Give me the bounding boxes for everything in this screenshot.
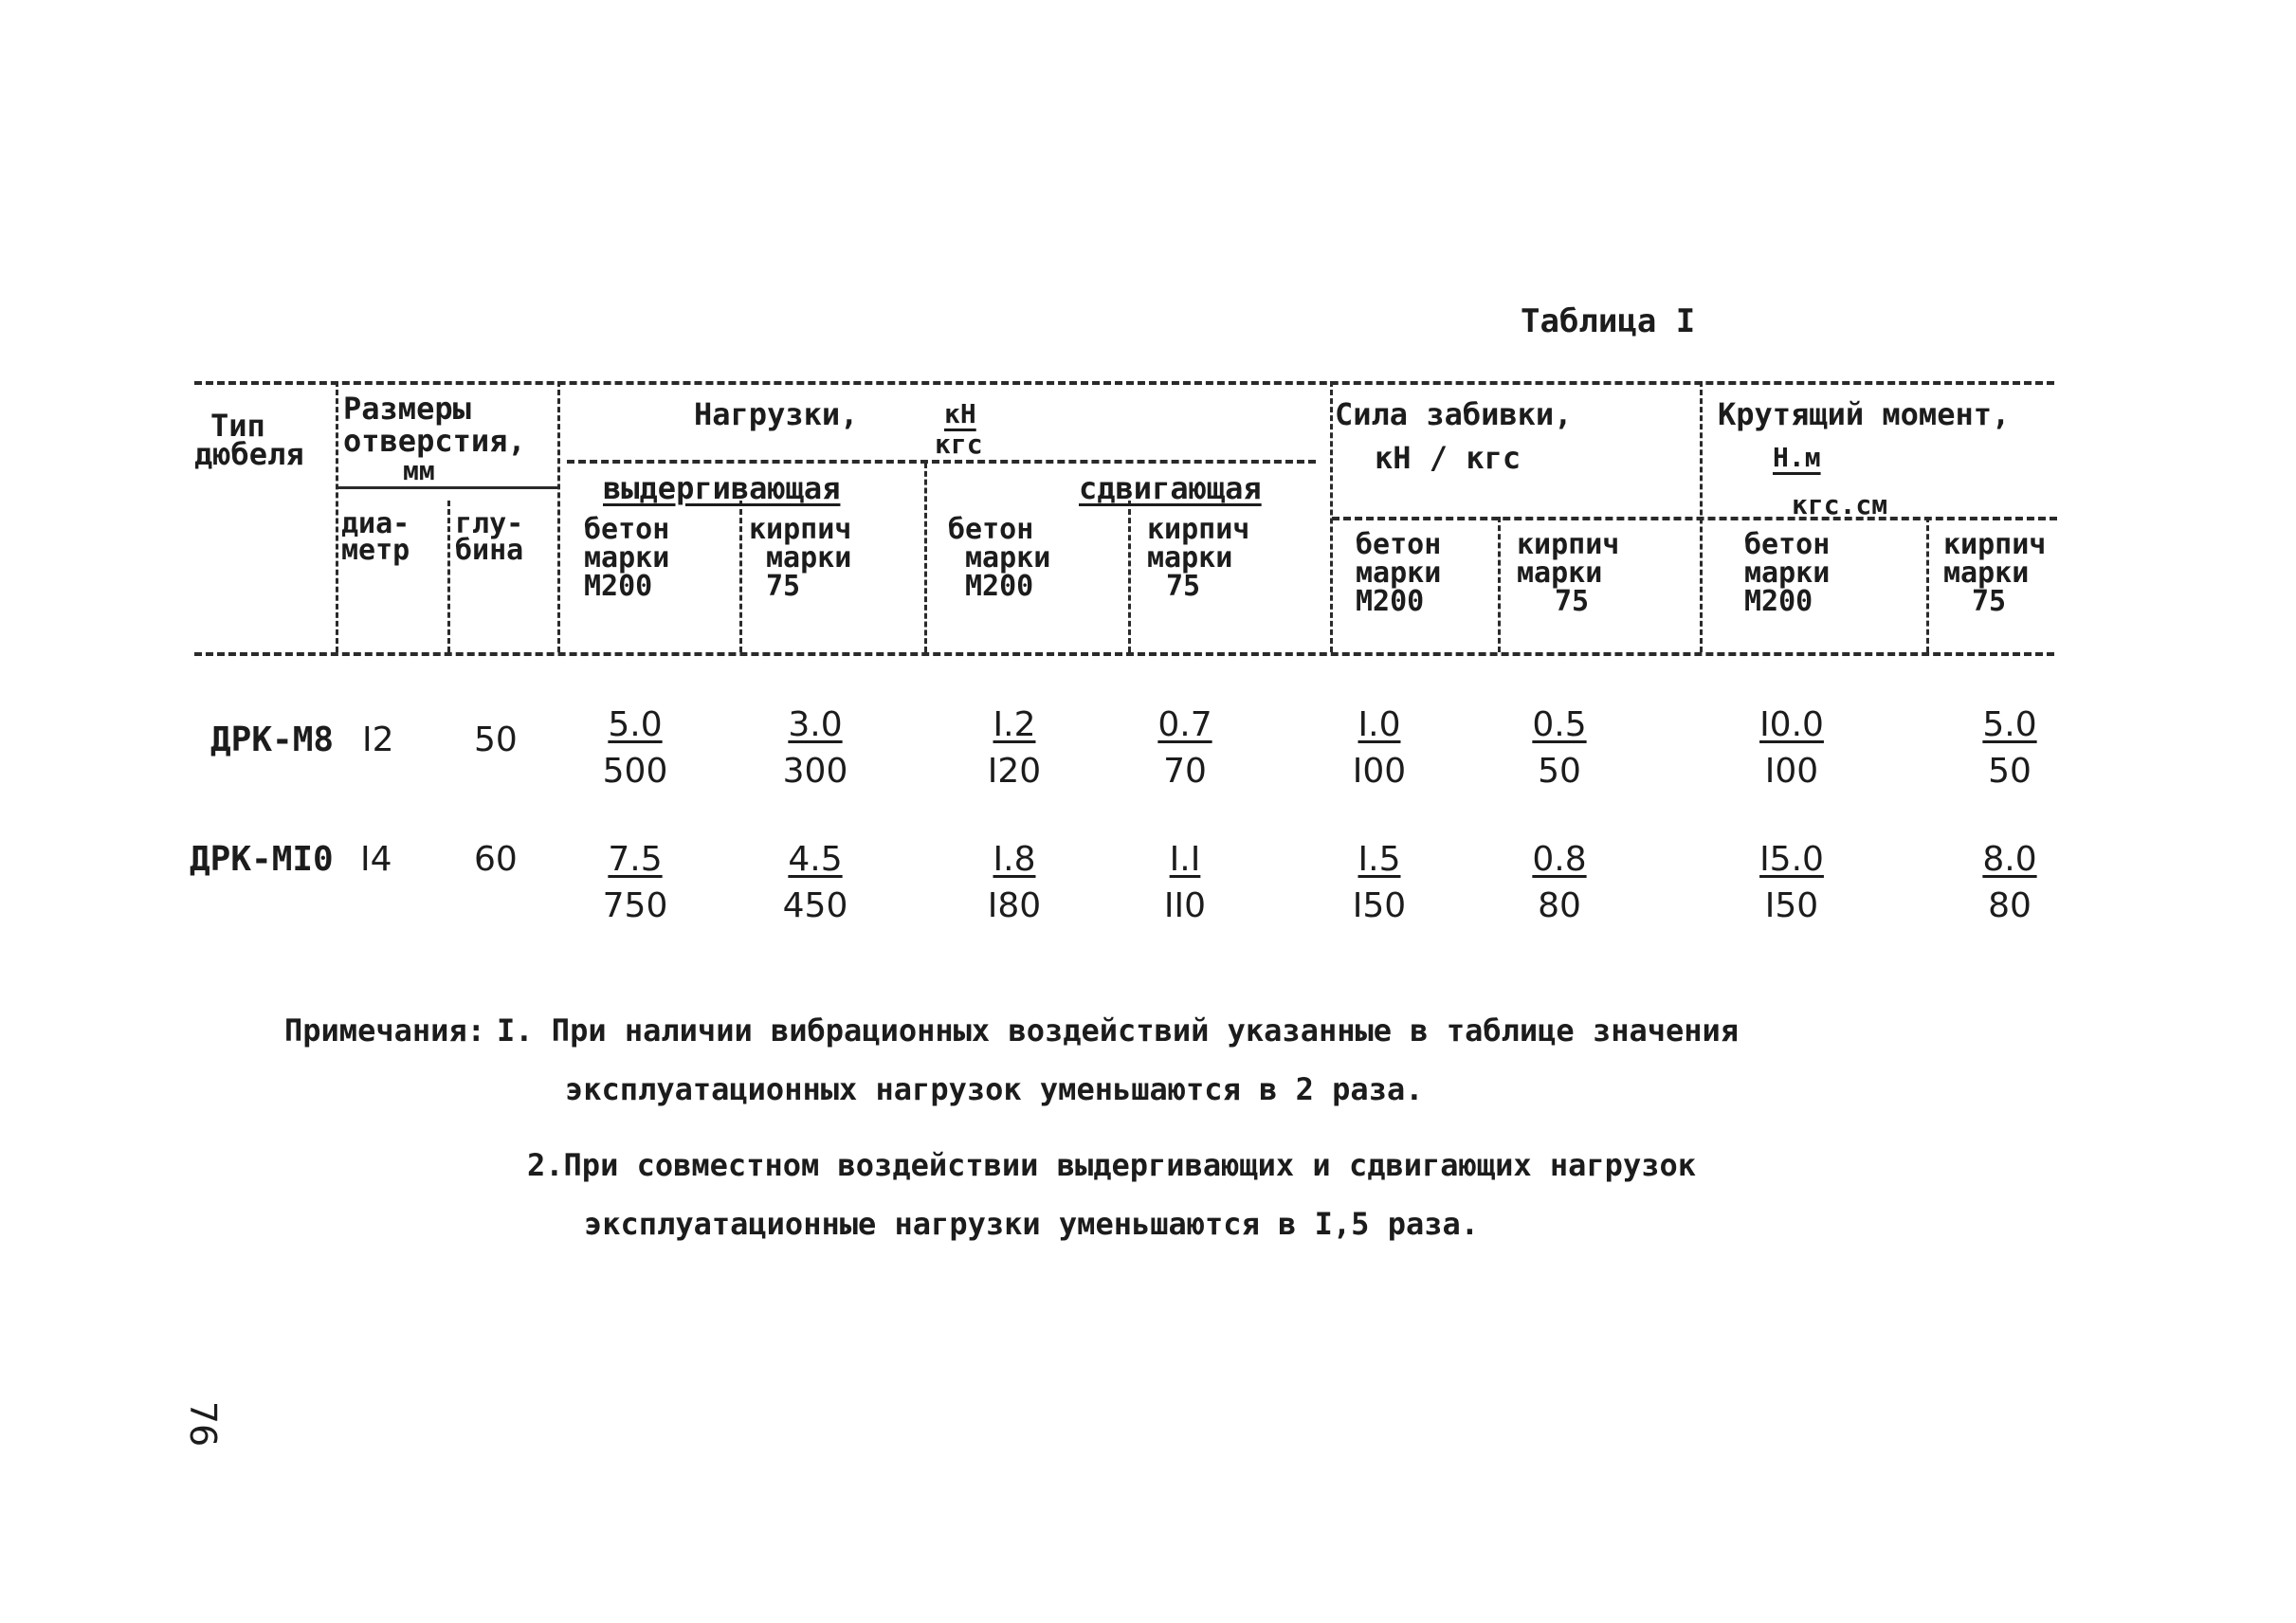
header-torque-unit-top: Н.м (1773, 442, 1821, 473)
col-divider-pullout (739, 501, 742, 652)
row1-drive-concrete (1303, 705, 1455, 791)
row2-drive-concrete-top: I.5 (1358, 840, 1401, 879)
row2-pullout-brick-top: 4.5 (788, 840, 843, 879)
header-hole-line1: Размеры (343, 391, 471, 427)
row2-shear-brick-top: I.I (1169, 840, 1201, 879)
torque-concrete-line2: марки (1744, 556, 1831, 590)
header-torque-unit-bottom: кгс.см (1792, 489, 1888, 520)
drive-brick-line1: кирпич (1517, 528, 1620, 561)
row2-diameter: I4 (360, 840, 392, 879)
torque-concrete-line1: бетон (1744, 528, 1831, 561)
row2-torque-concrete-bottom: I50 (1764, 886, 1819, 925)
row2-shear-brick (1109, 840, 1261, 925)
row1-shear-brick-top: 0.7 (1157, 705, 1212, 744)
row1-drive-brick-bottom: 50 (1538, 752, 1581, 791)
table-top-rule (194, 381, 2054, 385)
col-divider-5 (1700, 381, 1703, 652)
table-header-bottom-rule (194, 652, 2054, 656)
row1-pullout-concrete (559, 705, 711, 791)
col-divider-2 (557, 381, 560, 652)
header-diameter-line1: диа- (341, 507, 410, 540)
row2-torque-brick (1934, 840, 2086, 925)
torque-brick-line1: кирпич (1943, 528, 2047, 561)
row1-drive-brick (1484, 705, 1635, 791)
row1-shear-concrete-top: I.2 (993, 705, 1036, 744)
row2-drive-concrete-bottom: I50 (1352, 886, 1407, 925)
torque-brick-line3: 75 (1972, 585, 2007, 618)
col-divider-shear (1128, 501, 1131, 652)
row1-drive-concrete-bottom: I00 (1352, 752, 1407, 791)
header-drive: Сила забивки, (1335, 396, 1573, 432)
row2-shear-brick-bottom: II0 (1163, 886, 1207, 925)
row1-drive-concrete-top: I.0 (1358, 705, 1401, 744)
shear-concrete-line1: бетон (948, 513, 1034, 546)
pullout-concrete-line2: марки (584, 541, 670, 574)
pullout-brick-line1: кирпич (749, 513, 852, 546)
row1-diameter: I2 (362, 720, 394, 759)
header-torque: Крутящий момент, (1718, 396, 2011, 432)
drive-concrete-line3: М200 (1356, 585, 1425, 618)
shear-concrete-line2: марки (965, 541, 1051, 574)
row2-drive-concrete (1303, 840, 1455, 925)
row1-torque-brick (1934, 705, 2086, 791)
row2-drive-brick (1484, 840, 1635, 925)
hole-subheader-rule (337, 486, 559, 489)
row2-shear-concrete-top: I.8 (993, 840, 1036, 879)
row1-shear-concrete-bottom: I20 (987, 752, 1042, 791)
row1-torque-concrete (1716, 705, 1868, 791)
header-loads: Нагрузки, (694, 396, 859, 432)
row1-torque-concrete-top: I0.0 (1759, 705, 1824, 744)
row2-pullout-concrete (559, 840, 711, 925)
row2-pullout-brick-bottom: 450 (782, 886, 848, 925)
row1-torque-brick-bottom: 50 (1988, 752, 2032, 791)
row1-torque-concrete-bottom: I00 (1764, 752, 1819, 791)
torque-concrete-line3: М200 (1744, 585, 1813, 618)
row1-type: ДРК-М8 (210, 720, 335, 759)
notes-label: Примечания: (284, 1012, 485, 1049)
pullout-brick-line2: марки (766, 541, 852, 574)
page-number: 76 (182, 1400, 225, 1448)
row2-pullout-concrete-bottom: 750 (602, 886, 668, 925)
row1-torque-brick-top: 5.0 (1982, 705, 2037, 744)
pullout-concrete-line1: бетон (584, 513, 670, 546)
row2-drive-brick-bottom: 80 (1538, 886, 1581, 925)
header-depth-line2: бина (455, 534, 524, 567)
note1-line2: эксплуатационных нагрузок уменьшаются в 2 раза. (565, 1071, 1424, 1107)
row2-torque-concrete (1716, 840, 1868, 925)
row1-shear-brick-bottom: 70 (1163, 752, 1207, 791)
row2-shear-concrete-bottom: I80 (987, 886, 1042, 925)
note1-line1: I. При наличии вибрационных воздействий указанные в таблице значения (497, 1012, 1740, 1049)
row1-shear-brick (1109, 705, 1261, 791)
shear-concrete-line3: М200 (965, 570, 1034, 603)
drive-torque-subheader-rule (1332, 517, 2057, 520)
header-diameter-line2: метр (341, 534, 410, 567)
row2-torque-brick-top: 8.0 (1982, 840, 2037, 879)
header-drive-unit: кН / кгс (1375, 440, 1522, 476)
drive-concrete-line2: марки (1356, 556, 1442, 590)
row1-pullout-brick-bottom: 300 (782, 752, 848, 791)
row2-pullout-concrete-top: 7.5 (608, 840, 663, 879)
row2-depth: 60 (474, 840, 518, 879)
drive-concrete-line1: бетон (1356, 528, 1442, 561)
torque-brick-line2: марки (1943, 556, 2030, 590)
header-hole-line2: отверстия, (343, 423, 526, 459)
col-divider-1 (336, 381, 338, 652)
col-divider-diameter (447, 501, 450, 652)
header-loads-unit-top: кН (944, 398, 976, 429)
row2-drive-brick-top: 0.8 (1532, 840, 1587, 879)
drive-brick-line3: 75 (1555, 585, 1590, 618)
row2-pullout-brick (739, 840, 891, 925)
row2-torque-brick-bottom: 80 (1988, 886, 2032, 925)
row1-pullout-brick-top: 3.0 (788, 705, 843, 744)
pullout-brick-line3: 75 (766, 570, 801, 603)
header-hole-unit: мм (403, 455, 435, 486)
row1-pullout-concrete-bottom: 500 (602, 752, 668, 791)
row1-pullout-brick (739, 705, 891, 791)
header-type-line1: Тип (210, 408, 265, 444)
shear-brick-line1: кирпич (1147, 513, 1250, 546)
header-loads-unit-bottom: кгс (935, 429, 983, 460)
row1-drive-brick-top: 0.5 (1532, 705, 1587, 744)
table-title: Таблица I (1521, 302, 1696, 340)
row1-pullout-concrete-top: 5.0 (608, 705, 663, 744)
row2-torque-concrete-top: I5.0 (1759, 840, 1824, 879)
pullout-concrete-line3: М200 (584, 570, 653, 603)
note2-line1: 2.При совместном воздействии выдергивающих и сдвигающих нагрузок (527, 1147, 1696, 1183)
row1-depth: 50 (474, 720, 518, 759)
header-shear: сдвигающая (1079, 470, 1262, 506)
shear-brick-line2: марки (1147, 541, 1233, 574)
note2-line2: эксплуатационные нагрузки уменьшаются в I,5 раза. (584, 1206, 1480, 1242)
shear-brick-line3: 75 (1166, 570, 1201, 603)
col-divider-torque (1926, 517, 1929, 652)
col-divider-drive (1498, 517, 1501, 652)
row2-shear-concrete (938, 840, 1090, 925)
header-pullout: выдергивающая (603, 470, 841, 506)
header-depth-line1: глу- (455, 507, 524, 540)
drive-brick-line2: марки (1517, 556, 1603, 590)
row2-type: ДРК-МI0 (190, 840, 334, 879)
col-divider-4 (1330, 381, 1333, 652)
row1-shear-concrete (938, 705, 1090, 791)
col-divider-3 (924, 463, 927, 652)
header-type-line2: дюбеля (194, 436, 304, 472)
